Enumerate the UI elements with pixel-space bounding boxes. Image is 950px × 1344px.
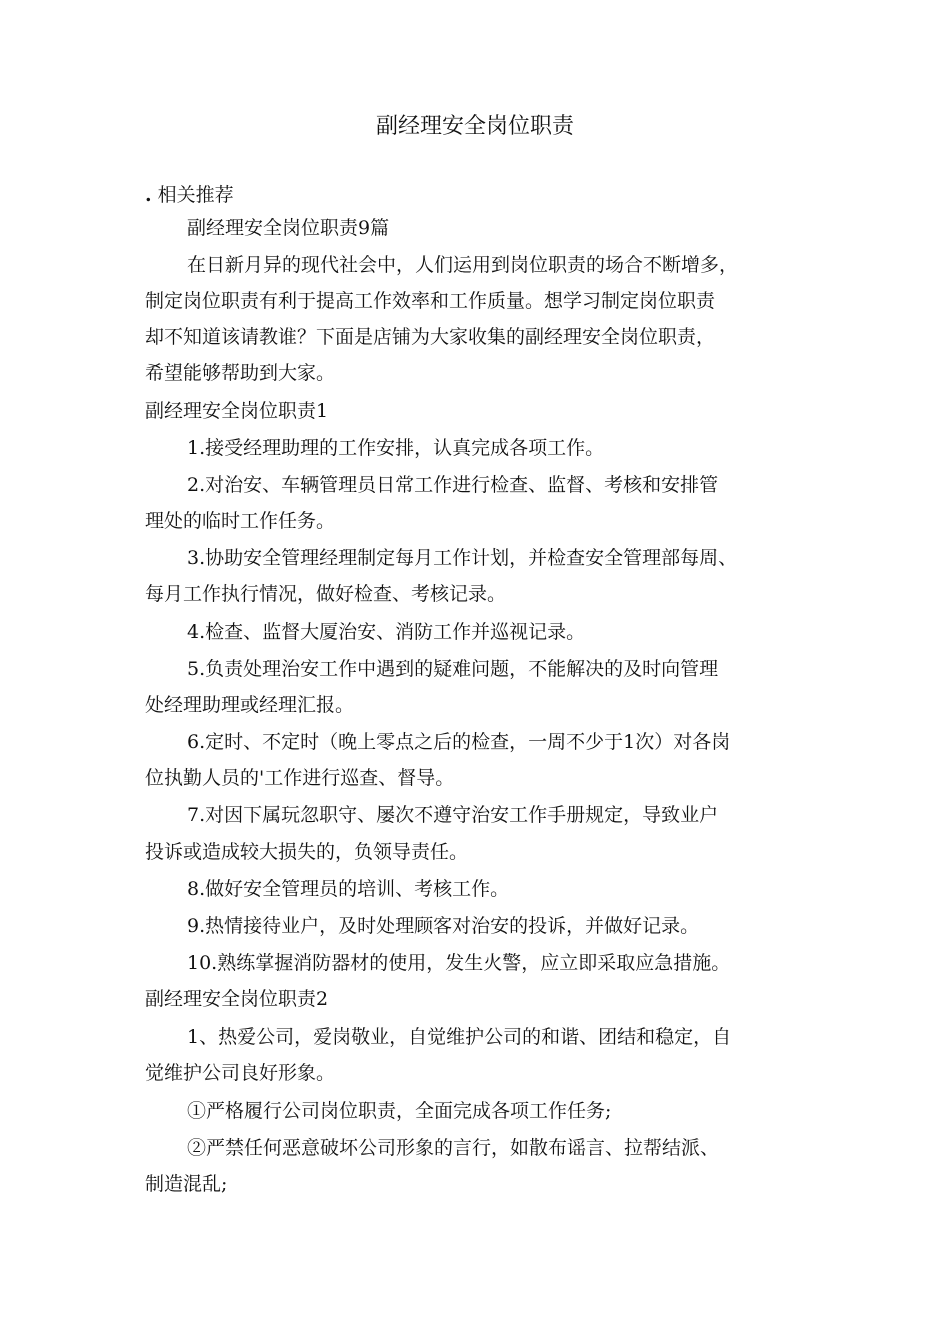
duty-4-line-1: 4.检查、监督大厦治安、消防工作并巡视记录。 (187, 621, 586, 643)
related-recommendation (145, 180, 234, 210)
intro-line-4: 希望能够帮助到大家。 (145, 362, 336, 384)
duty-6-line-1: 6.定时、不定时（晚上零点之后的检查，一周不少于1次）对各岗 (187, 731, 731, 753)
section-heading-1: 副经理安全岗位职责1 (145, 400, 329, 422)
duty-7-line-1: 7.对因下属玩忽职守、屡次不遵守治安工作手册规定，导致业户 (187, 804, 719, 826)
duty-1-line-1: 1.接受经理助理的工作安排，认真完成各项工作。 (187, 437, 605, 459)
s2-item-1-line-1: 1、热爱公司，爱岗敬业，自觉维护公司的和谐、团结和稳定，自 (187, 1026, 732, 1048)
duty-3-line-2: 每月工作执行情况，做好检查、考核记录。 (145, 583, 507, 605)
subtitle: 副经理安全岗位职责9篇 (187, 217, 390, 239)
s2-item-2-line-1: ①严格履行公司岗位职责，全面完成各项工作任务; (187, 1100, 612, 1122)
duty-5-line-1: 5.负责处理治安工作中遇到的疑难问题，不能解决的及时向管理 (187, 658, 719, 680)
duty-2-line-1: 2.对治安、车辆管理员日常工作进行检查、监督、考核和安排管 (187, 474, 719, 496)
related-label: 相关推荐 (157, 184, 234, 206)
page-title: 副经理安全岗位职责 (375, 114, 574, 139)
duty-10-line-1: 10.熟练掌握消防器材的使用，发生火警，应立即采取应急措施。 (187, 952, 731, 974)
intro-line-3: 却不知道该请教谁？下面是店铺为大家收集的副经理安全岗位职责， (145, 326, 716, 348)
s2-item-3-line-2: 制造混乱; (145, 1173, 228, 1195)
duty-8-line-1: 8.做好安全管理员的培训、考核工作。 (187, 878, 510, 900)
section-heading-2: 副经理安全岗位职责2 (145, 988, 329, 1010)
duty-2-line-2: 理处的临时工作任务。 (145, 510, 336, 532)
s2-item-1-line-2: 觉维护公司良好形象。 (145, 1062, 336, 1084)
duty-5-line-2: 处经理助理或经理汇报。 (145, 694, 355, 716)
duty-9-line-1: 9.热情接待业户，及时处理顾客对治安的投诉，并做好记录。 (187, 915, 700, 937)
duty-7-line-2: 投诉或造成较大损失的，负领导责任。 (145, 841, 469, 863)
duty-3-line-1: 3.协助安全管理经理制定每月工作计划，并检查安全管理部每周、 (187, 547, 738, 569)
intro-line-1: 在日新月异的现代社会中，人们运用到岗位职责的场合不断增多， (187, 254, 739, 276)
intro-line-2: 制定岗位职责有利于提高工作效率和工作质量。想学习制定岗位职责 (145, 290, 716, 312)
related-bullet: . (145, 184, 152, 206)
duty-6-line-2: 位执勤人员的'工作进行巡查、督导。 (145, 767, 455, 789)
s2-item-3-line-1: ②严禁任何恶意破坏公司形象的言行，如散布谣言、拉帮结派、 (187, 1137, 720, 1159)
